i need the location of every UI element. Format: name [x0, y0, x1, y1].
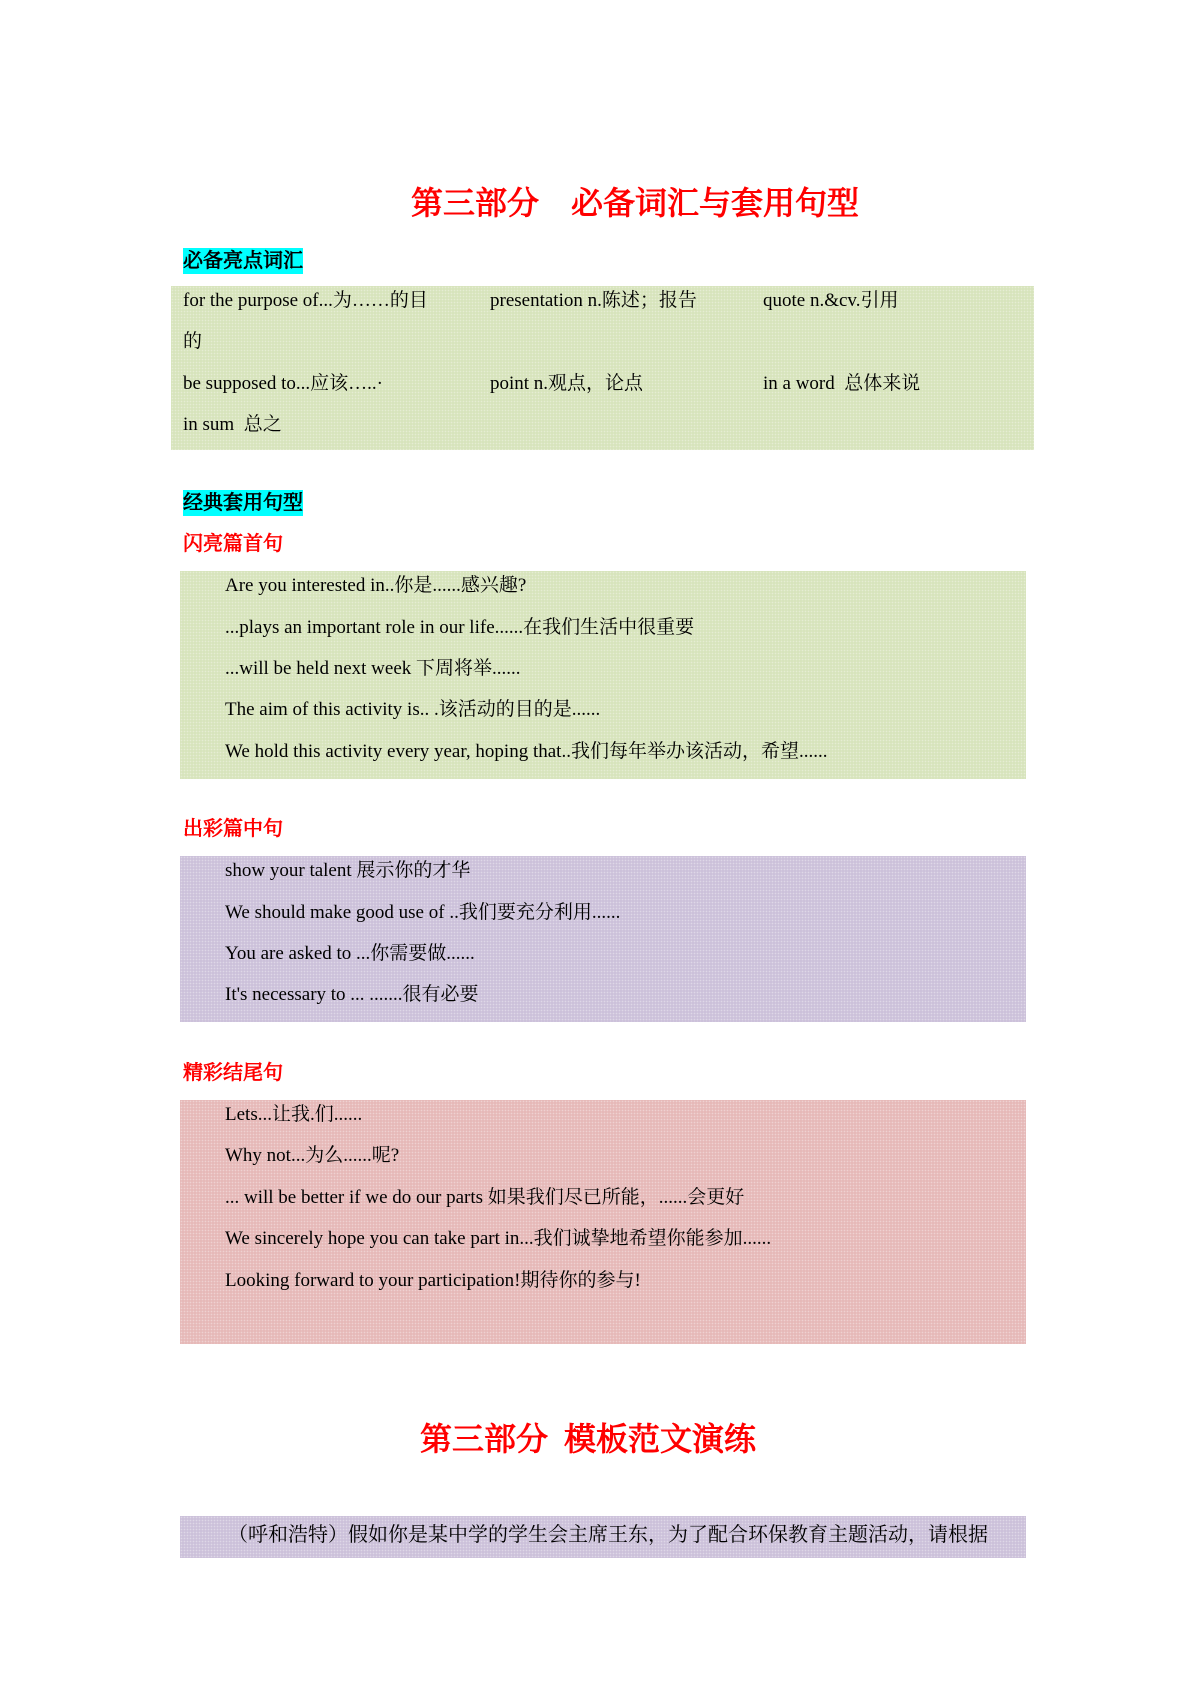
vocab-term: for the purpose of...为……的目: [183, 290, 428, 311]
opening-box: [180, 571, 1026, 779]
vocab-box: [171, 286, 1034, 450]
middle-heading: 出彩篇中句: [183, 818, 283, 840]
ending-heading: 精彩结尾句: [183, 1062, 283, 1084]
sentence-line: You are asked to ...你需要做......: [225, 943, 475, 964]
vocab-term: 的: [183, 331, 203, 352]
vocab-term: quote n.&cv.引用: [763, 290, 899, 311]
vocab-label: 必备亮点词汇: [183, 250, 303, 272]
sentence-line: We sincerely hope you can take part in...我们诚挚地希望你能参加......: [225, 1228, 772, 1249]
sentence-line: ...will be held next week 下周将举......: [225, 658, 521, 679]
section1-title: 第三部分 必备词汇与套用句型: [410, 185, 859, 221]
vocab-term: point n.观点，论点: [490, 373, 644, 394]
ending-box: [180, 1100, 1026, 1344]
sentence-line: Looking forward to your participation!期待你的参与!: [225, 1270, 641, 1291]
patterns-label: 经典套用句型: [183, 492, 303, 514]
sentence-line: It's necessary to ... .......很有必要: [225, 984, 479, 1005]
opening-heading: 闪亮篇首句: [183, 533, 283, 555]
vocab-term: be supposed to...应该…..·: [183, 373, 384, 394]
sentence-line: ... will be better if we do our parts 如果我们尽已所能，......会更好: [225, 1187, 745, 1208]
sentence-line: Are you interested in..你是......感兴趣?: [225, 575, 527, 596]
sentence-line: Why not...为么......呢?: [225, 1145, 400, 1166]
vocab-term: in a word 总体来说: [763, 373, 921, 394]
vocab-term: in sum 总之: [183, 414, 282, 435]
section2-title: 第三部分 模板范文演练: [419, 1421, 756, 1457]
vocab-term: presentation n.陈述；报告: [490, 290, 697, 311]
sentence-line: ...plays an important role in our life......在我们生活中很重要: [225, 617, 695, 638]
sentence-line: Lets...让我.们......: [225, 1104, 363, 1125]
middle-box: [180, 856, 1026, 1022]
sentence-line: show your talent 展示你的才华: [225, 860, 471, 881]
sentence-line: We should make good use of ..我们要充分利用......: [225, 902, 621, 923]
prompt-text: （呼和浩特）假如你是某中学的学生会主席王东，为了配合环保教育主题活动，请根据: [228, 1524, 988, 1546]
prompt-bar: [180, 1516, 1026, 1558]
sentence-line: We hold this activity every year, hoping that..我们每年举办该活动，希望......: [225, 741, 828, 762]
sentence-line: The aim of this activity is.. .该活动的目的是......: [225, 699, 601, 720]
